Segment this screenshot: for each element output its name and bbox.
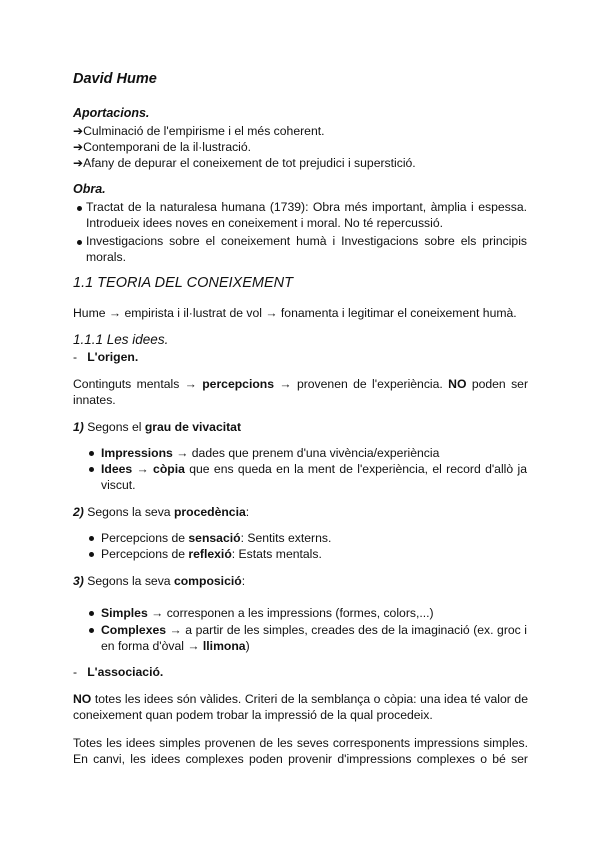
procedencia-heading: 2) Segons la seva procedència: (73, 505, 250, 519)
bullet-icon (89, 628, 94, 633)
vivacitat-item-line: viscut. (101, 478, 136, 492)
associacio-paragraph-line: En canvi, les idees complexes poden provenir d'impressions complexes o bé ser (73, 752, 528, 766)
vivacitat-item: Idees → còpia que ens queda en la ment de l'experiència, el record d'allò ja (101, 462, 527, 476)
obra-item-line: Tractat de la naturalesa humana (1739): Obra més important, àmplia i espessa. (86, 200, 527, 214)
aportacions-item: ➔Culminació de l'empirisme i el més coherent. (73, 124, 325, 138)
origen-paragraph-line: innates. (73, 393, 116, 407)
composicio-item-line: en forma d'òval → llimona) (101, 639, 250, 653)
bullet-icon (77, 240, 82, 245)
composicio-item: Complexes → a partir de les simples, creades des de la imaginació (ex. groc i (101, 623, 527, 637)
associacio-paragraph-line: NO totes les idees són vàlides. Criteri de la semblança o còpia: una idea té valor de (73, 692, 528, 706)
arrow-icon: ➔ (73, 124, 84, 138)
obra-item-line: Investigacions sobre el coneixement humà i Investigacions sobre els principis (86, 234, 527, 248)
obra-item-line: Introdueix idees noves en coneixement i moral. No té repercussió. (86, 216, 444, 230)
vivacitat-heading: 1) Segons el grau de vivacitat (73, 420, 242, 434)
subsection-title: 1.1.1 Les idees. (73, 332, 169, 347)
obra-item-line: morals. (86, 250, 126, 264)
aportacions-item: ➔Contemporani de la il·lustració. (73, 140, 252, 154)
composicio-heading: 3) Segons la seva composició: (73, 574, 246, 588)
page-title: David Hume (73, 71, 157, 87)
bullet-icon (89, 536, 94, 541)
arrow-icon: ➔ (73, 156, 84, 170)
aportacions-item: ➔Afany de depurar el coneixement de tot prejudici i superstició. (73, 156, 416, 170)
bullet-icon (77, 206, 82, 211)
associacio-paragraph-line: Totes les idees simples provenen de les seves corresponents impressions simples. (73, 736, 528, 750)
procedencia-item: Percepcions de sensació: Sentits externs. (101, 531, 332, 545)
obra-heading: Obra. (73, 182, 106, 196)
origen-heading: - L'origen. (73, 350, 139, 364)
associacio-heading: - L'associació. (73, 665, 164, 679)
associacio-paragraph-line: coneixement quan podem trobar la impressió de la qual procedeix. (73, 708, 433, 722)
vivacitat-item: Impressions → dades que prenem d'una vivència/experiència (101, 446, 440, 460)
section-title: 1.1 TEORIA DEL CONEIXEMENT (73, 275, 293, 291)
bullet-icon (89, 451, 94, 456)
procedencia-item: Percepcions de reflexió: Estats mentals. (101, 547, 322, 561)
origen-paragraph-line: Continguts mentals → percepcions → provenen de l'experiència. NO poden ser (73, 377, 528, 391)
bullet-icon (89, 552, 94, 557)
composicio-item: Simples → corresponen a les impressions (formes, colors,...) (101, 606, 434, 620)
arrow-icon: ➔ (73, 140, 84, 154)
section-intro: Hume → empirista i il·lustrat de vol → fonamenta i legitimar el coneixement humà. (73, 306, 517, 320)
aportacions-heading: Aportacions. (73, 106, 150, 120)
bullet-icon (89, 467, 94, 472)
bullet-icon (89, 611, 94, 616)
